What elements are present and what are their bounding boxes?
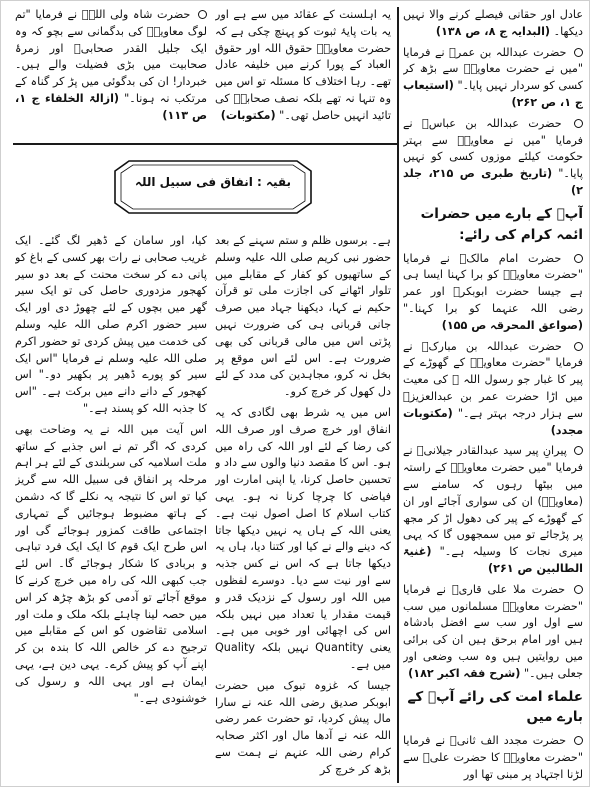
quote-mulla-ali-qari <box>403 582 583 683</box>
citation: (مکتوبات مجدد) <box>403 406 583 437</box>
quote-ibn-mubarak <box>403 339 583 440</box>
lower-left-column <box>15 233 207 785</box>
citation: (شرح فقہ اکبر ۱۸۲) <box>408 666 521 680</box>
ahlus-sunnah-text <box>215 7 391 125</box>
bullet-icon <box>574 254 583 263</box>
quote-text: حضرت عبداللہ بن عمرؓ نے فرمایا "میں نے حضرت معاویہؓ سے بڑھ کر کسی کو سردار نہیں پایا۔" <box>403 45 583 93</box>
bullet-icon <box>574 48 583 57</box>
quote-text: حضرت ملا علی قاریؒ نے فرمایا "حضرت معاویہؓ مسلمانوں میں سب سے اول اور سب سے افضل بادشاہ ہیں اور امام برحق ہیں ان کی برائی میں روایتیں ہیں وہ سب وضعی اور جعلی ہیں۔" <box>403 582 583 680</box>
bullet-icon <box>574 736 583 745</box>
citation: (ازالۃ الخلفاء ج ۱، ص ۱۱۳) <box>15 91 207 122</box>
section-heading-imams: آپؓ کے بارے میں حضرات ائمہ کرام کی رائے: <box>420 205 583 243</box>
bullet-icon <box>574 585 583 594</box>
citation: (صواعق المحرقہ ص ۱۵۵) <box>441 318 583 332</box>
citation: (تاریخ طبری ص ۲۱۵، جلد ۲) <box>403 167 583 197</box>
bullet-icon <box>574 342 583 351</box>
quote-text: پیرانِ پیر سید عبدالقادر جیلانیؒ نے فرمایا "میں حضرت معاویہؓ کے راستہ میں بیٹھا رہوں کہ سامنے سے (معاویہؓ) ان کی سواری آجائے اور ان کے گھوڑے کے پیر کی دھول اڑ کر مجھ پر پڑجائے تو میں سمجھوں گا کہ یہی میری نجات کا وسیلہ ہے۔" <box>403 444 583 559</box>
quote-text: حضرت عبداللہ بن عباسؓ نے فرمایا "میں نے معاویہؓ سے بہتر حکومت کیلئے موزوں کسی کو نہیں پایا۔" <box>403 116 583 181</box>
article-paragraph: اس آیت میں اللہ نے یہ وضاحت بھی کردی کہ اگر تم نے اس جذبے کے ساتھ ملت اسلامیہ کی سربلندی کے لئے ہر اہم مرحلہ پر انفاق فی سبیل اللہ سے گریز کیا تو اس کا نتیجہ یہ نکلے گا کہ دشمن کے ہاتھ مضبوط ہوجائیں گے تمہاری اجتماعی طاقت کمزور ہوجائے گی اور اس طرح ایک قوم کا ایک ایک فرد تباہی و بربادی کا شکار ہوجائے گا۔ اس لئے جب کبھی اللہ کی راہ میں خرچ کرنے کا موقع آجائے تو آدمی کو بڑھ چڑھ کر اس میں حصہ لینا چاہئے بلکہ ملک و ملت اور اسلامی تقاضوں کو اس کے مقابلے میں ترجیح دے کر خالص اللہ کا بندہ بن کر اپنے آپ کو پیش کرے۔ یہی دین ہے، یہی ایمان ہے اور یہی اللہ و رسول کی خوشنودی ہے۔" <box>15 422 207 705</box>
quote-text: حضرت شاہ ولی اللہؒ نے فرمایا "تم لوگ معاویہؓ کی بدگمانی سے بچو کہ وہ ایک جلیل القدر صحابیؓ اور زمرۂ صحابیت میں بڑی فضیلت والے ہیں۔ خبردار! ان کی بدگوئی میں پڑ کر گناہ کے مرتکب نہ ہونا۔" <box>15 8 207 105</box>
bullet-icon <box>574 446 583 455</box>
citation: (مکتوبات) <box>220 108 276 122</box>
quote-ibn-umar <box>403 45 583 112</box>
column-divider <box>397 7 399 783</box>
continuation-banner <box>19 151 407 223</box>
quote-text: حضرت مجدد الف ثانیؒ نے فرمایا "حضرت معاویہؓ کا حضرت علیؓ سے لڑنا اجتہاد پر مبنی تھا اور <box>403 734 583 781</box>
banner-title: بقیہ : انفاق فی سبیل اللہ <box>134 175 292 189</box>
quote-text: حضرت امام مالکؒ نے فرمایا "حضرت معاویہؓ کو برا کہنا ایسا ہی ہے جیسا حضرت ابوبکرؓ اور عمر رضی اللہ عنہما کو برا کہنا۔" <box>403 251 583 315</box>
quote-jilani <box>403 443 583 577</box>
right-column <box>403 7 583 785</box>
quote-imam-malik <box>403 251 583 335</box>
quote-mujaddid <box>403 733 583 783</box>
article-paragraph: ہے۔ برسوں ظلم و ستم سہنے کے بعد حضور نبی کریم صلی اللہ علیہ وسلم کے ساتھیوں کو کفار کے مقابلے میں تلوار اٹھانے کی اجازت ملی تو قرآن حکیم نے کہا، دیکھنا جہاد میں صرف جانی قربانی ہی کی ضرورت نہیں پڑتی اس میں مالی قربانی کی بھی ضرورت ہے۔ اس لئے اس موقع پر بخل نہ کرو، مجاہدین کی مدد کے لئے دل کھول کر خرچ کرو۔ <box>215 234 391 399</box>
quote-ibn-abbas <box>403 116 583 200</box>
article-paragraph: اس میں یہ شرط بھی لگادی کہ یہ انفاق اور خرچ صرف اور صرف اللہ کی رضا کے لئے اور اللہ کی راہ میں ہو۔ اس کا مقصد دنیا والوں سے داد و تحسین حاصل کرنا، یا اپنی امارت اور فیاضی کا چرچا کرنا نہ ہو۔ یہی کتاب اسلام کا اصل اصول نیت ہے۔ یعنی اللہ کے ہاں یہ نہیں دیکھا جاتا کہ دینے والے نے کیا اور کتنا دیا، ہاں یہ دیکھا جاتا ہے کہ اس نے کس جذبہ سے اور نیت سے دیا۔ دوسرے لفظوں میں اللہ اور رسول کے نزدیک قدر و قیمت مقدار یا تعداد میں نہیں بلکہ اس کی اچھائی اور خوبی میں ہے۔ یعنی Quantity نہیں بلکہ Quality میں ہے۔ <box>215 405 391 671</box>
block-text: یہ اہلسنت کے عقائد میں سے ہے اور یہ بات پایۂ ثبوت کو پہنچ چکی ہے کہ حضرت معاویہؓ حقوق اللہ اور حقوق العباد کے پورا کرنے میں خلیفہ عادل تھے۔ رہا اختلاف کا مسئلہ تو اس میں وہ تنہا نہ تھے بلکہ نصف صحابہؓ کی تائید انہیں حاصل تھی۔" <box>215 8 391 122</box>
citation: (استیعاب ج ۱، ص ۲۶۲) <box>403 79 583 109</box>
top-middle-block <box>215 7 391 139</box>
quote-text: حضرت عبداللہ بن مبارکؒ نے فرمایا "حضرت معاویہؓ کے گھوڑے کے پیر کا غبار جو رسول اللہ ﷺ کی معیت میں اڑا حضرت عمر بن عبدالعزیزؒ سے ہزار درجہ بہتر ہے۔" <box>403 339 583 420</box>
citation: (غنیۃ الطالبین ص ۲۶۱) <box>403 545 583 575</box>
bullet-icon <box>198 10 207 19</box>
opening-text: عادل اور حقانی فیصلے کرنے والا نہیں دیکھا۔ <box>403 8 583 38</box>
citation: (البدایہ ج ۸، ص ۱۳۸) <box>435 24 551 38</box>
section-heading-ummah: علماء امت کی رائے آپؓ کے بارے میں <box>407 688 583 726</box>
article-paragraph: جیسا کہ غزوہ تبوک میں حضرت ابوبکر صدیق رضی اللہ عنہ نے سارا مال پیش کردیا، تو حضرت عمر رضی اللہ عنہ نے آدھا مال اور اکثر صحابہ کرام رضی اللہ عنہم نے ہمت سے بڑھ کر خرچ کر <box>215 678 391 776</box>
section-divider <box>13 143 397 145</box>
quote-shah-waliullah <box>15 7 207 125</box>
top-left-block <box>15 7 207 139</box>
article-paragraph: کیا، اور سامان کے ڈھیر لگ گئے۔ ایک غریب صحابی نے رات بھر کسی کے باغ کو پانی دے کر سخت محنت کے بعد دو سیر کھجور مزدوری حاصل کی تو ایک سیر گھر میں بچوں کے لئے چھوڑ دی اور ایک سیر حضور اکرم صلی اللہ علیہ وسلم کی خدمت میں پیش کردی تو حضور اکرم صلی اللہ علیہ وسلم نے فرمایا "اس ایک سیر کو پورے ڈھیر پر بکھیر دو۔" اس کھجور کے دانے دانے میں برکت ہے۔ "اس کا جذبہ اللہ کو پسند ہے۔" <box>15 234 207 415</box>
lower-middle-column <box>215 233 391 785</box>
opening-lines <box>403 7 583 41</box>
bullet-icon <box>574 119 583 128</box>
